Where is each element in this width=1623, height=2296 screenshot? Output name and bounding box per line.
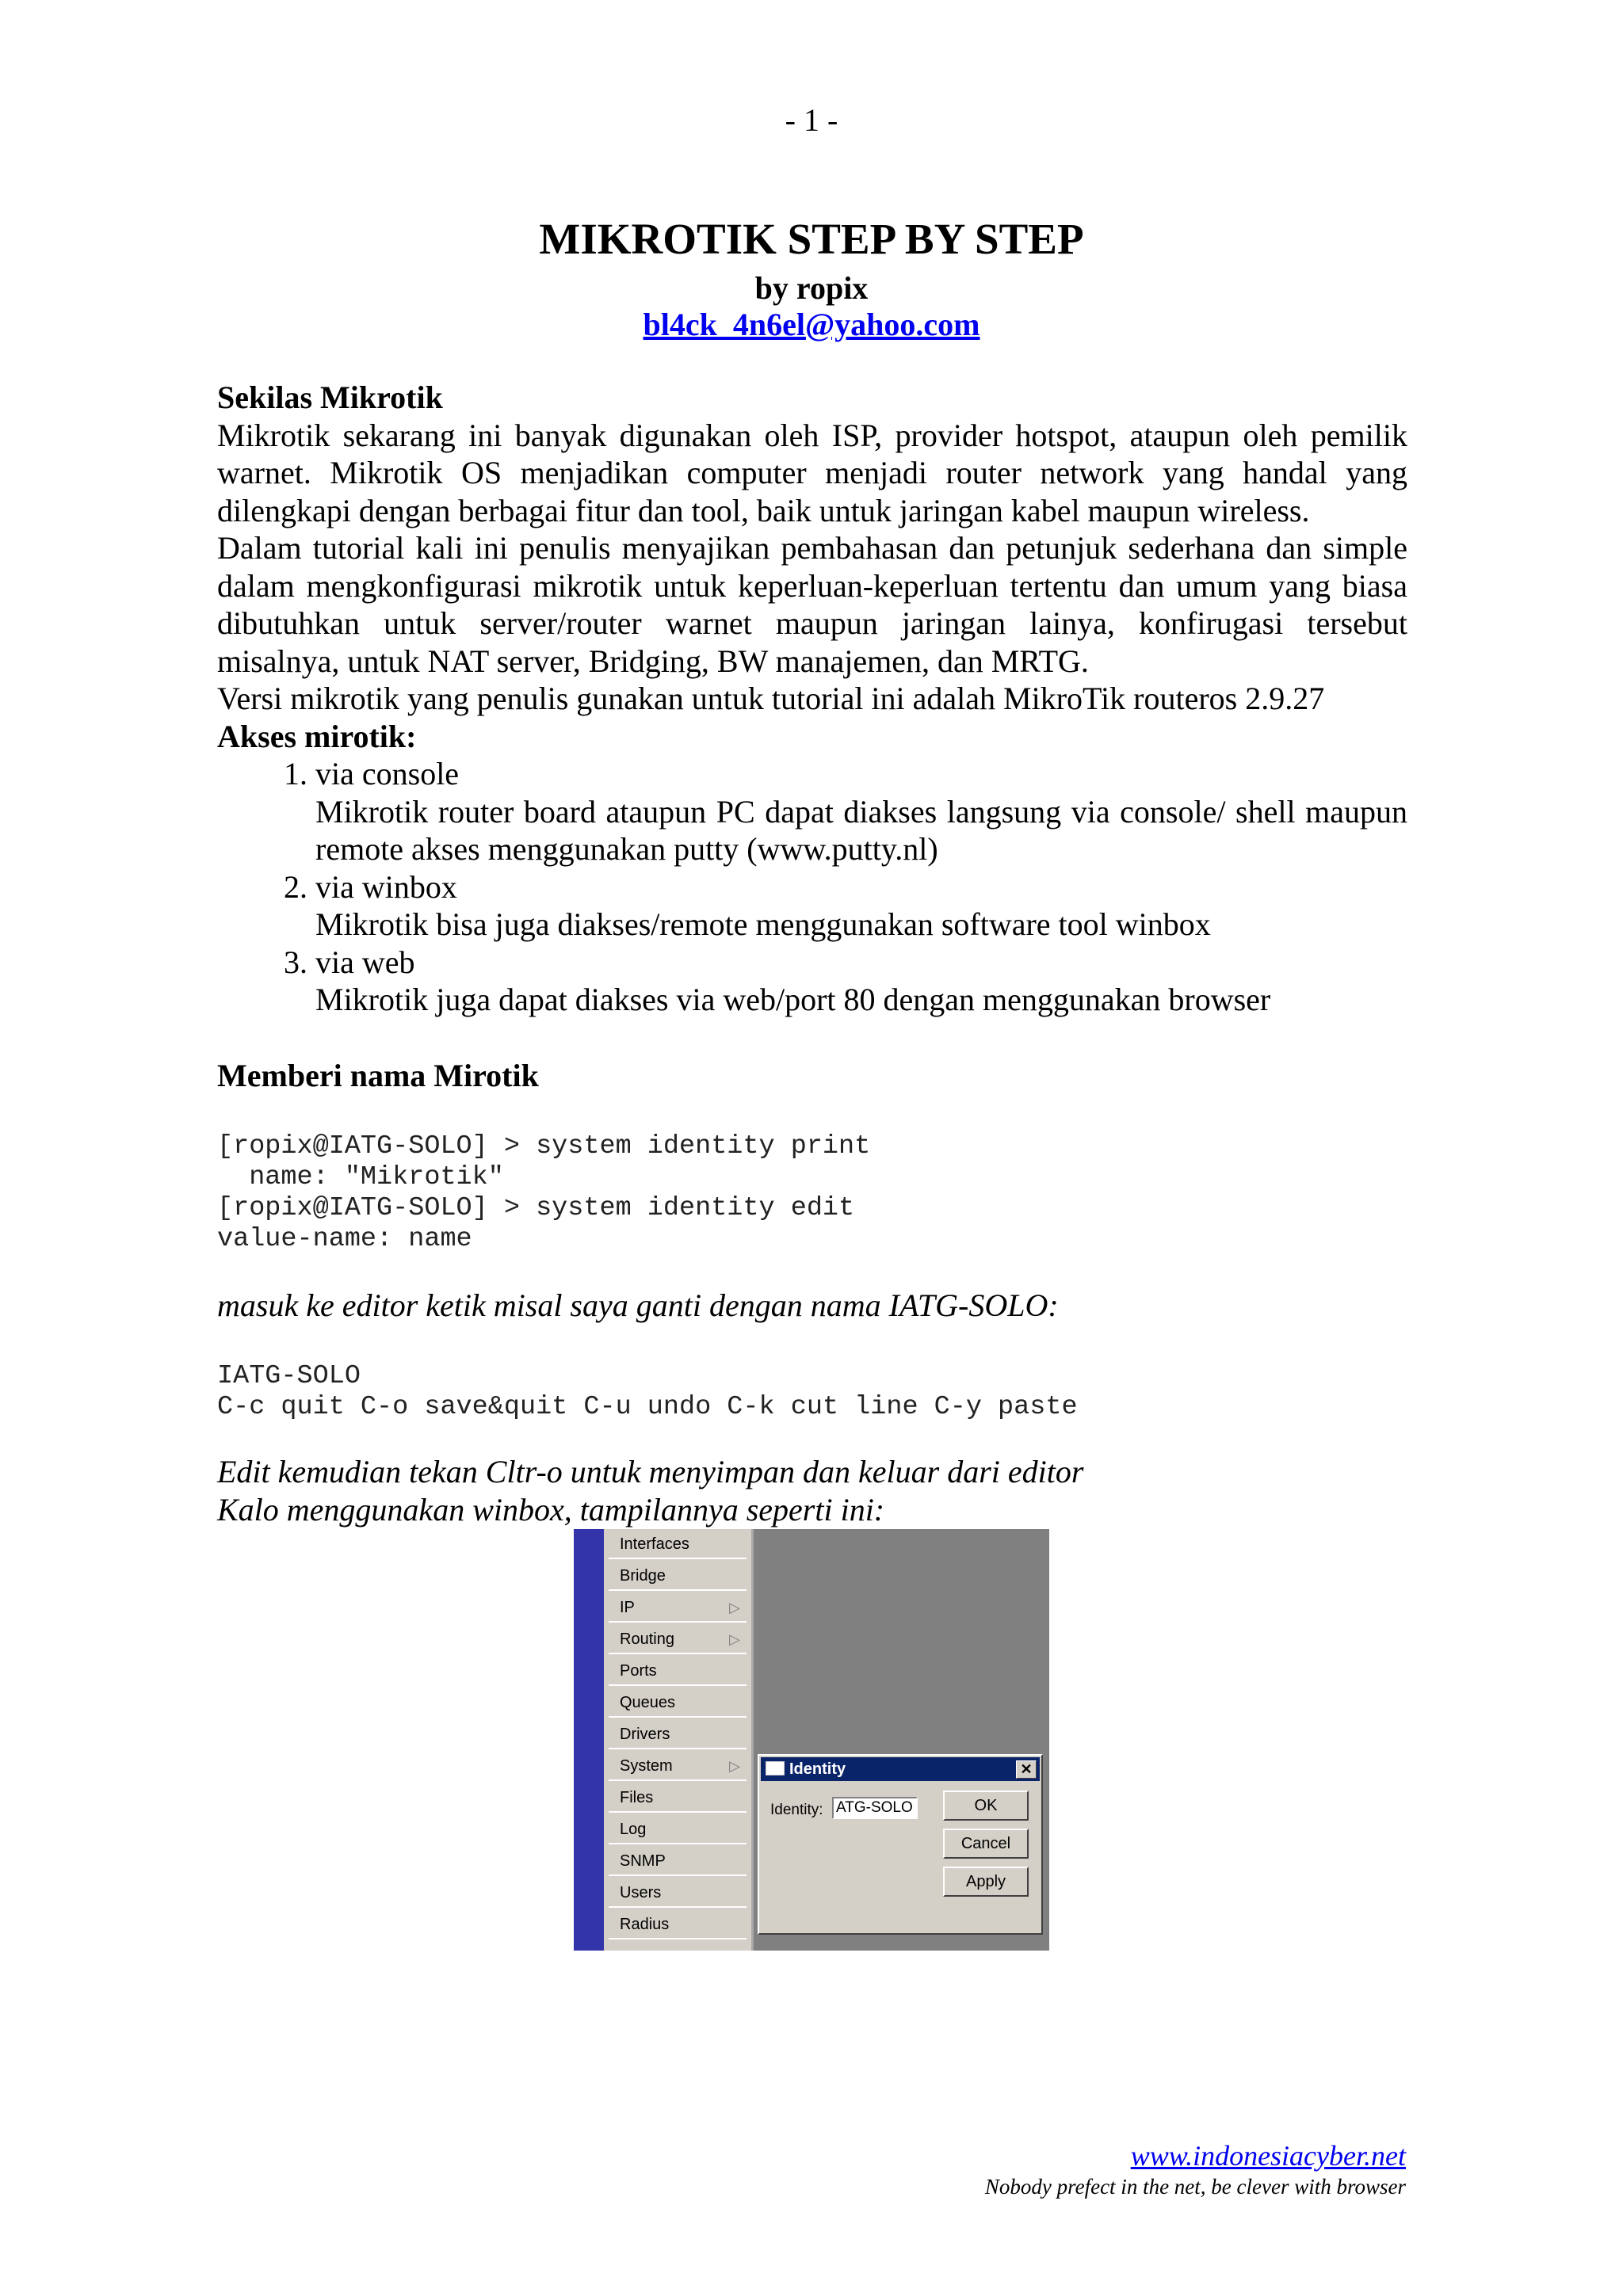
menu-item-queues[interactable] xyxy=(609,1688,747,1718)
menu-item-ip[interactable] xyxy=(609,1592,747,1623)
menu-item-label: Drivers xyxy=(620,1726,670,1743)
menu-item-bridge[interactable] xyxy=(609,1561,747,1591)
dialog-title-bar[interactable] xyxy=(761,1757,1040,1781)
code-line: name: "Mikrotik" xyxy=(217,1162,504,1192)
code-block-identity xyxy=(217,1131,1407,1255)
menu-item-label: SNMP xyxy=(620,1852,666,1870)
identity-dialog xyxy=(758,1754,1043,1935)
note-line: Kalo menggunakan winbox, tampilannya seperti ini: xyxy=(217,1491,885,1527)
winbox-side-bar xyxy=(574,1529,604,1951)
document-title: MIKROTIK STEP BY STEP xyxy=(539,215,1084,263)
submenu-arrow-icon: ▷ xyxy=(729,1600,740,1615)
paragraph: Versi mikrotik yang penulis gunakan untuk tutorial ini adalah MikroTik routeros 2.9.27 xyxy=(217,681,1325,716)
note-save xyxy=(217,1453,1407,1528)
code-line: [ropix@IATG-SOLO] > system identity print xyxy=(217,1131,871,1161)
list-item-title: 3. via web xyxy=(315,944,415,980)
submenu-arrow-icon: ▷ xyxy=(729,1758,740,1774)
window-icon xyxy=(766,1761,785,1775)
ok-button[interactable]: OK xyxy=(943,1791,1029,1821)
menu-item-log[interactable] xyxy=(609,1814,747,1844)
menu-item-label: Files xyxy=(620,1789,654,1806)
author-email-link[interactable]: bl4ck_4n6el@yahoo.com xyxy=(643,307,980,342)
menu-item-label: Users xyxy=(620,1884,662,1901)
menu-item-label: Ports xyxy=(620,1662,657,1680)
menu-item-radius[interactable] xyxy=(609,1909,747,1939)
menu-item-label: Bridge xyxy=(620,1567,666,1585)
menu-item-label: Radius xyxy=(620,1916,670,1933)
identity-input[interactable]: ATG-SOLO xyxy=(832,1797,918,1819)
menu-item-label: Queues xyxy=(620,1694,676,1711)
code-block-editor xyxy=(217,1361,1407,1423)
menu-item-ports[interactable] xyxy=(609,1656,747,1686)
code-line: IATG-SOLO xyxy=(217,1361,361,1391)
page-number: - 1 - xyxy=(785,102,838,138)
code-line: C-c quit C-o save&quit C-u undo C-k cut line C-y paste xyxy=(217,1392,1078,1422)
note-editor: masuk ke editor ketik misal saya ganti dengan nama IATG-SOLO: xyxy=(217,1287,1059,1323)
byline: by ropix xyxy=(754,270,869,306)
menu-item-label: Log xyxy=(620,1821,647,1838)
body-sekilas xyxy=(217,379,1407,1019)
list-item xyxy=(315,755,1407,868)
menu-item-drivers[interactable] xyxy=(609,1719,747,1749)
close-button[interactable]: ✕ xyxy=(1016,1760,1037,1779)
code-line: value-name: name xyxy=(217,1224,472,1254)
list-item-desc: Mikrotik juga dapat diakses via web/port 80 dengan menggunakan browser xyxy=(315,982,1271,1017)
menu-item-routing[interactable] xyxy=(609,1624,747,1654)
section-heading-sekilas: Sekilas Mikrotik xyxy=(217,379,443,415)
winbox-screenshot xyxy=(574,1529,1049,1951)
section-heading-akses: Akses mirotik: xyxy=(217,718,417,754)
footer-tagline: Nobody prefect in the net, be clever with browser xyxy=(984,2175,1406,2199)
list-item-desc: Mikrotik bisa juga diakses/remote menggunakan software tool winbox xyxy=(315,906,1211,942)
list-item-title: 1. via console xyxy=(315,756,460,791)
list-item xyxy=(315,944,1407,1019)
apply-button[interactable]: Apply xyxy=(943,1867,1029,1897)
menu-item-users[interactable] xyxy=(609,1878,747,1908)
dialog-title: Identity xyxy=(789,1760,846,1778)
identity-label: Identity: xyxy=(770,1802,823,1818)
menu-item-system[interactable] xyxy=(609,1751,747,1781)
menu-item-label: IP xyxy=(620,1599,635,1616)
note-line: Edit kemudian tekan Cltr-o untuk menyimpan dan keluar dari editor xyxy=(217,1454,1084,1489)
list-item-title: 2. via winbox xyxy=(315,868,457,905)
access-method-list xyxy=(217,755,1407,1019)
winbox-menu xyxy=(604,1529,754,1951)
menu-item-files[interactable] xyxy=(609,1783,747,1813)
menu-item-label: System xyxy=(620,1757,673,1775)
list-item xyxy=(315,868,1407,944)
code-line: [ropix@IATG-SOLO] > system identity edit xyxy=(217,1193,855,1223)
menu-item-label: Interfaces xyxy=(620,1535,689,1553)
paragraph: Mikrotik sekarang ini banyak digunakan oleh ISP, provider hotspot, ataupun oleh pemilik warnet. Mikrotik OS menjadikan computer menjadi router network yang handal yang dilengkapi dengan berbagai fitur dan tool, baik untuk jaringan kabel maupun wireless. xyxy=(217,417,1407,528)
submenu-arrow-icon: ▷ xyxy=(729,1631,740,1647)
paragraph: Dalam tutorial kali ini penulis menyajikan pembahasan dan petunjuk sederhana dan simple dalam mengkonfigurasi mikrotik untuk keperluan-keperluan tertentu dan umum yang biasa dibutuhkan untuk server/router warnet maupun jaringan lainya, konfirugasi tersebut misalnya, untuk NAT server, Bridging, BW manajemen, dan MRTG. xyxy=(217,530,1407,679)
cancel-button[interactable]: Cancel xyxy=(943,1829,1029,1859)
section-heading-memberi: Memberi nama Mirotik xyxy=(217,1058,539,1093)
menu-item-label: Routing xyxy=(620,1630,674,1648)
menu-item-snmp[interactable] xyxy=(609,1846,747,1876)
menu-item-interfaces[interactable] xyxy=(609,1529,747,1559)
footer-website-link[interactable]: www.indonesiacyber.net xyxy=(1130,2140,1406,2172)
list-item-desc: Mikrotik router board ataupun PC dapat diakses langsung via console/ shell maupun remote akses menggunakan putty (www.putty.nl) xyxy=(315,793,1407,867)
